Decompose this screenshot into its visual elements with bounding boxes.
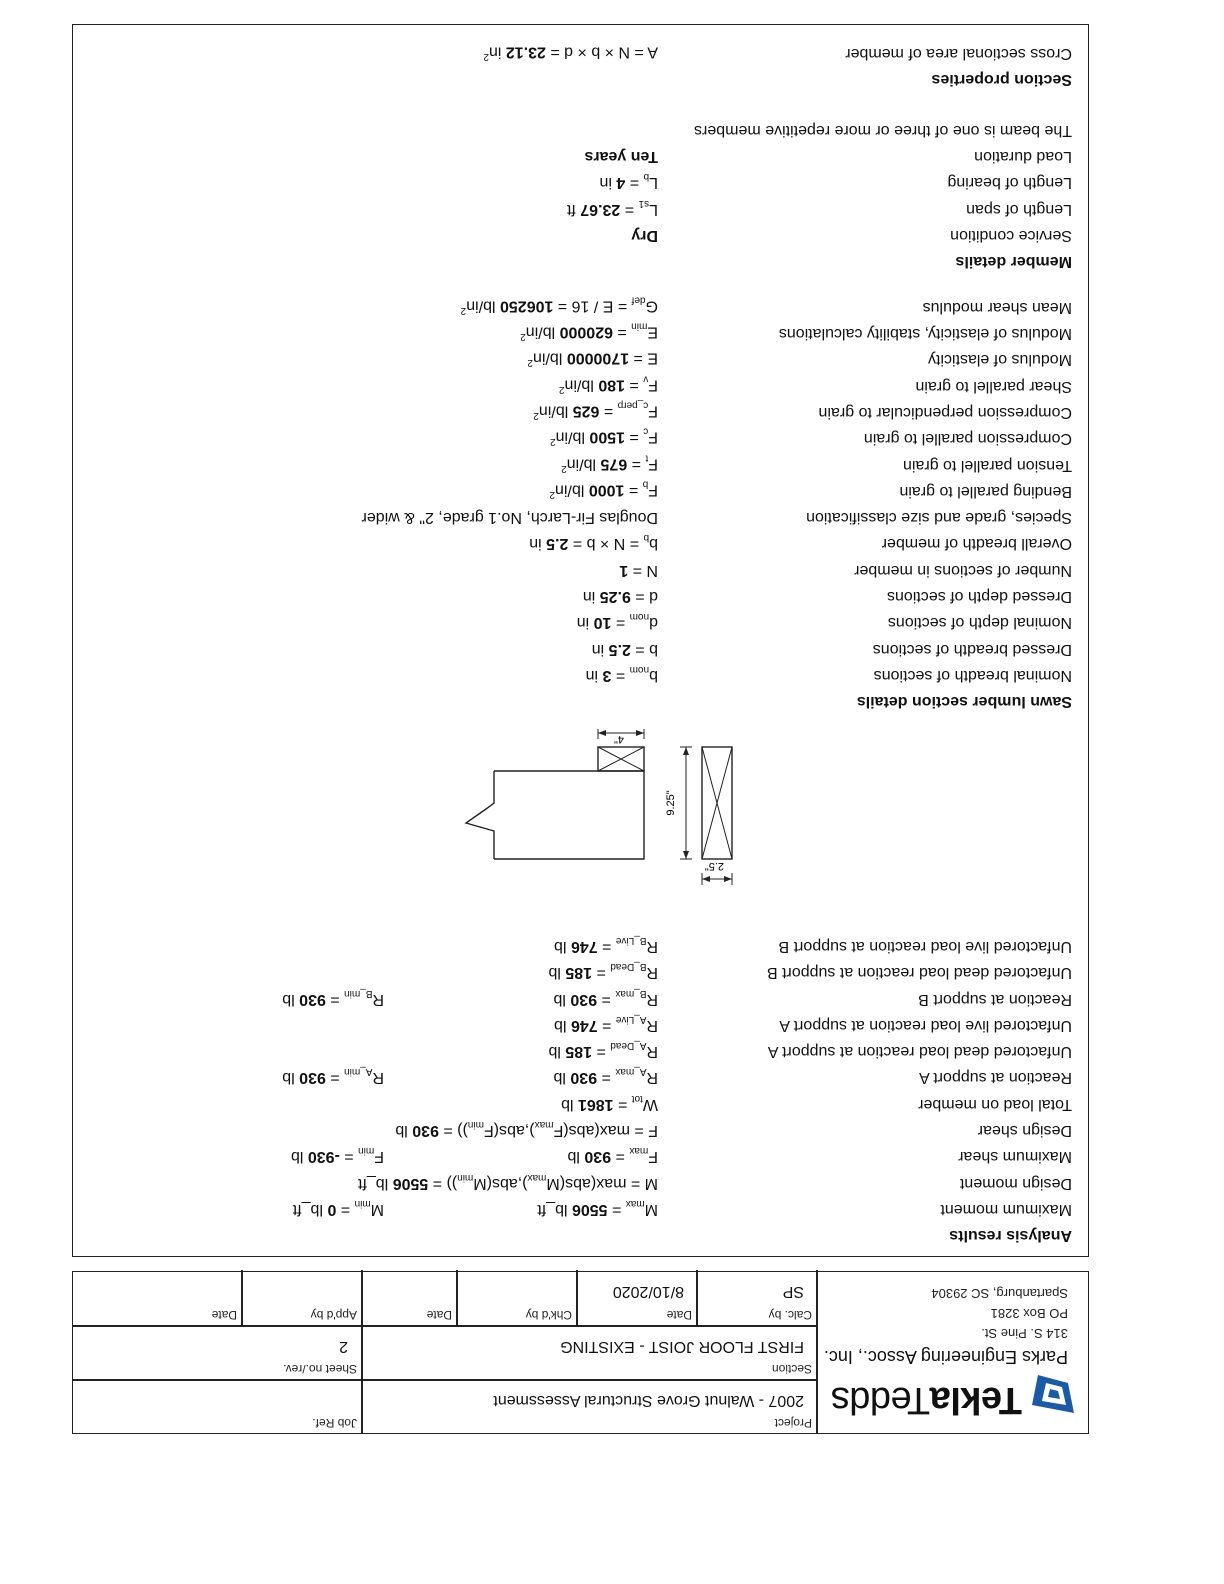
property-row-label: Cross sectional area of member <box>845 45 1072 62</box>
analysis-row-value: $M_{max} = 5506$ lb_ft <box>537 1197 658 1218</box>
analysis-row-label: Unfactored dead load reaction at support A <box>767 1043 1072 1061</box>
lumber-row-value: Douglas Fir-Larch, No.1 grade, 2" & wider <box>361 509 658 527</box>
lumber-row-label: Species, grade and size classification <box>806 509 1072 527</box>
lumber-row-label: Number of sections in member <box>854 561 1072 579</box>
lumber-row-label: Tension parallel to grain <box>903 456 1072 474</box>
analysis-row-secondary-value: $R_{B\_min} = 930$ lb <box>282 987 384 1008</box>
lumber-row-value: E = 1700000 $lb/in^2$ <box>527 350 658 369</box>
member-row-label: Service condition <box>950 227 1072 244</box>
breadth-dimension-label: 2.5" <box>704 860 724 872</box>
lumber-row-label: Nominal depth of sections <box>887 614 1072 632</box>
member-row-value: $L_b = 4$ in <box>599 171 658 192</box>
lumber-row-value: $F_{c\_perp} = 625$ $lb/in^2$ <box>533 399 658 421</box>
analysis-row-label: Total load on member <box>918 1095 1072 1113</box>
analysis-row-label: Unfactored dead load reaction at support B <box>766 964 1072 982</box>
analysis-row-value: $W_{tot} = 1861$ lb <box>561 1092 658 1113</box>
analysis-heading: Analysis results <box>949 1227 1072 1244</box>
lumber-row-label: Dressed breadth of sections <box>872 640 1072 658</box>
chkd-by-label: Chk'd by <box>525 1308 572 1322</box>
sheet-value: 2 <box>339 1338 348 1355</box>
section-value: FIRST FLOOR JOIST - EXISTING <box>560 1338 804 1355</box>
date-value-1: 8/10/2020 <box>612 1283 684 1300</box>
lumber-row-value: $G_{def} = E / 16 = 106250$ $lb/in^2$ <box>460 294 658 316</box>
job-ref-label: Job Ref. <box>312 1416 357 1430</box>
member-row-value: $L_{s1} = 23.67$ ft <box>566 197 658 218</box>
lumber-row-value: $F_b = 1000$ $lb/in^2$ <box>549 478 658 500</box>
beam-elevation <box>466 729 644 859</box>
calc-by-value: SP <box>782 1283 804 1300</box>
member-row-value: Dry <box>631 227 658 244</box>
bearing-dimension-label: 4" <box>613 733 624 745</box>
analysis-row-value: $R_{B\_Live} = 746$ lb <box>554 934 658 955</box>
section-label: Section <box>771 1362 812 1376</box>
company-address-line2: PO Box 3281 <box>990 1306 1068 1321</box>
member-row-label: Length of bearing <box>947 174 1072 192</box>
tekla-tedds-logo <box>811 1371 1076 1421</box>
analysis-row-value: $F = \max(abs(F_{max}),abs(F_{min})) = 930$ lb <box>395 1118 658 1140</box>
lumber-row-value: $E_{min} = 620000$ $lb/in^2$ <box>520 320 658 343</box>
lumber-row-value: $F_t = 675$ $lb/in^2$ <box>561 452 658 474</box>
analysis-row-label: Unfactored live load reaction at support A <box>779 1016 1072 1034</box>
member-row-label: Length of span <box>966 200 1072 218</box>
company-name: Parks Engineering Assoc., Inc. <box>823 1347 1068 1367</box>
analysis-row-label: Reaction at support A <box>919 1069 1072 1087</box>
company-address-line1: 314 S. Pine St. <box>981 1326 1068 1341</box>
analysis-row-secondary-value: $R_{A\_min} = 930$ lb <box>282 1066 384 1087</box>
analysis-row-label: Maximum shear <box>958 1148 1072 1166</box>
lumber-row-label: Dressed depth of sections <box>887 588 1072 606</box>
analysis-row-value: $R_{A\_Dead} = 185$ lb <box>548 1040 658 1061</box>
analysis-row-value: $F_{max} = 930$ lb <box>567 1145 658 1166</box>
section-properties-heading: Section properties <box>931 71 1072 88</box>
member-row-label: The beam is one of three or more repetitive members <box>694 121 1072 139</box>
property-row-value: A = N × b × d = 23.12 $in^2$ <box>483 43 658 62</box>
date-label-2: Date <box>426 1308 452 1322</box>
analysis-row-label: Design shear <box>977 1122 1072 1140</box>
company-address-line3: Spartanburg, SC 29304 <box>931 1286 1068 1301</box>
member-details-heading: Member details <box>955 253 1072 270</box>
member-section-diagram <box>414 729 744 889</box>
lumber-row-value: $d_{nom} = 10$ in <box>576 611 658 632</box>
analysis-row-secondary-value: $F_{min} = -930$ lb <box>290 1145 384 1166</box>
analysis-row-label: Unfactored live load reaction at support B <box>778 938 1072 955</box>
lumber-row-label: Compression parallel to grain <box>863 430 1072 448</box>
lumber-row-label: Nominal breadth of sections <box>873 667 1072 684</box>
analysis-row-value: $R_{B\_Dead} = 185$ lb <box>548 961 658 982</box>
logo-brand: Tekla <box>930 1379 1022 1421</box>
logo-product: Tedds <box>831 1379 931 1421</box>
lumber-row-label: Shear parallel to grain <box>915 377 1072 395</box>
tekla-logo-icon <box>1030 1373 1076 1419</box>
lumber-row-value: d = 9.25 in <box>582 588 658 606</box>
title-block <box>72 1271 1089 1434</box>
lumber-row-value: $b_b = N \times b = 2.5$ in <box>529 532 658 553</box>
analysis-row-secondary-value: $M_{min} = 0$ lb_ft <box>292 1197 384 1218</box>
lumber-row-label: Modulus of elasticity <box>927 351 1072 369</box>
analysis-row-label: Reaction at support B <box>918 990 1072 1008</box>
lumber-row-label: Modulus of elasticity, stability calculations <box>778 325 1072 343</box>
lumber-row-value: $F_v = 180$ $lb/in^2$ <box>558 373 658 395</box>
lumber-row-label: Overall breadth of member <box>881 535 1072 553</box>
lumber-row-label: Compression perpendicular to grain <box>818 404 1072 421</box>
lumber-row-label: Mean shear modulus <box>922 298 1072 316</box>
analysis-row-value: $R_{A\_Live} = 746$ lb <box>554 1013 658 1034</box>
analysis-row-value: $M = \max(abs(M_{max}),abs(M_{min})) = 5506$ lb_ft <box>357 1171 658 1192</box>
calc-by-label: Calc. by <box>768 1308 812 1322</box>
sawn-lumber-heading: Sawn lumber section details <box>856 693 1072 710</box>
analysis-row-value: $R_{A\_max} = 930$ lb <box>553 1066 658 1087</box>
lumber-row-label: Bending parallel to grain <box>899 482 1072 500</box>
member-row-label: Load duration <box>974 148 1072 166</box>
analysis-row-label: Design moment <box>959 1174 1072 1192</box>
project-value: 2007 - Walnut Grove Structural Assessment <box>493 1392 804 1409</box>
sheet-label: Sheet no./rev. <box>283 1362 357 1376</box>
lumber-row-value: N = 1 <box>619 561 658 579</box>
lumber-row-value: $b_{nom} = 3$ in <box>585 663 658 684</box>
analysis-row-value: $R_{B\_max} = 930$ lb <box>553 987 658 1008</box>
project-label: Project <box>774 1416 812 1430</box>
appd-by-label: App'd by <box>310 1308 357 1322</box>
lumber-row-value: $F_c = 1500$ $lb/in^2$ <box>550 425 658 448</box>
member-row-value: Ten years <box>584 148 658 166</box>
date-label-1: Date <box>666 1308 692 1322</box>
analysis-row-label: Maximum moment <box>940 1201 1072 1218</box>
date-label-3: Date <box>211 1308 237 1322</box>
depth-dimension-label: 9.25" <box>665 790 677 816</box>
lumber-row-value: b = 2.5 in <box>591 640 658 658</box>
